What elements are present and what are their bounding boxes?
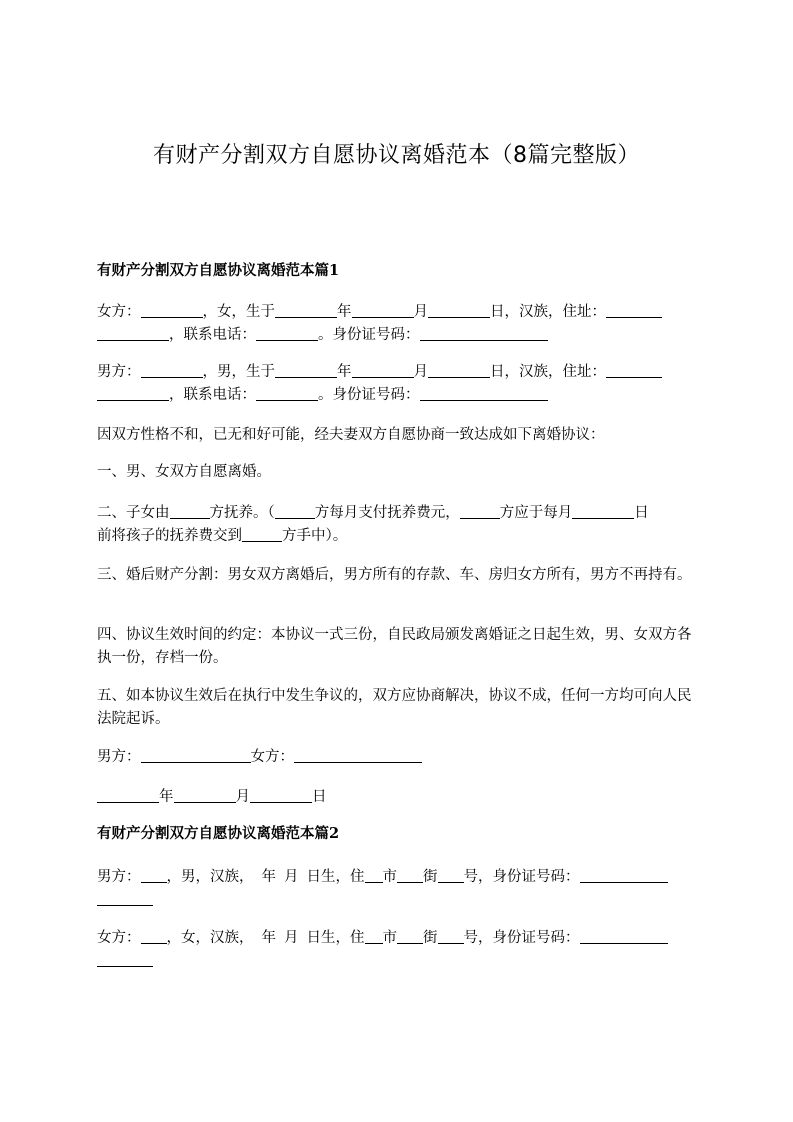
id-number-blank[interactable] <box>580 929 668 944</box>
male-name-blank[interactable] <box>141 868 167 883</box>
address-blank[interactable] <box>606 303 662 318</box>
payer-party-blank-2[interactable] <box>460 504 500 519</box>
date-line: 年 月 日 <box>97 786 697 809</box>
signature-line: 男方： 女方： <box>97 746 697 769</box>
id-number-blank-cont[interactable] <box>97 891 153 906</box>
number-blank[interactable] <box>438 868 464 883</box>
phone-blank[interactable] <box>256 386 318 401</box>
payment-day-blank[interactable] <box>572 504 634 519</box>
month-blank[interactable] <box>174 788 236 803</box>
female-name-blank[interactable] <box>141 929 167 944</box>
male-party-paragraph-2: 男方： ，男，汉族， 年 月 日生，住 市 街 号，身份证号码： <box>97 866 697 912</box>
clause-3: 三、婚后财产分割：男女双方离婚后，男方所有的存款、车、房归女方所有，男方不再持有。 <box>97 567 692 583</box>
birth-month-blank[interactable] <box>352 363 414 378</box>
address-blank-cont[interactable] <box>97 386 169 401</box>
street-blank[interactable] <box>397 929 423 944</box>
day-blank[interactable] <box>250 788 312 803</box>
clause-4: 四、协议生效时间的约定：本协议一式三份，自民政局颁发离婚证之日起生效，男、女双方各执一份，存档一份。 <box>97 627 692 666</box>
receiver-party-blank[interactable] <box>242 527 282 542</box>
page-title: 有财产分割双方自愿协议离婚范本（8篇完整版） <box>153 143 640 168</box>
id-number-blank[interactable] <box>420 326 548 341</box>
street-blank[interactable] <box>397 868 423 883</box>
birth-day-blank[interactable] <box>428 363 490 378</box>
female-party-paragraph: 女方： ，女，生于 年 月 日，汉族，住址： ，联系电话： 。身份证号码： <box>97 301 697 347</box>
birth-year-blank[interactable] <box>275 363 337 378</box>
phone-blank[interactable] <box>256 326 318 341</box>
female-signature-blank[interactable] <box>294 748 422 763</box>
city-blank[interactable] <box>365 868 383 883</box>
id-number-blank[interactable] <box>420 386 548 401</box>
male-signature-blank[interactable] <box>141 748 251 763</box>
birth-day-blank[interactable] <box>428 303 490 318</box>
section-heading-2: 有财产分割双方自愿协议离婚范本篇2 <box>97 825 340 842</box>
clause-2: 二、子女由 方抚养。（ 方每月支付抚养费元， 方应于每月 日 前将孩子的抚养费交到 方手中）。 <box>97 505 649 544</box>
male-name-blank[interactable] <box>141 363 203 378</box>
birth-month-blank[interactable] <box>352 303 414 318</box>
clause-1: 一、男、女双方自愿离婚。 <box>97 464 271 480</box>
custody-party-blank[interactable] <box>170 504 210 519</box>
address-blank-cont[interactable] <box>97 326 169 341</box>
year-blank[interactable] <box>97 788 159 803</box>
female-name-blank[interactable] <box>141 303 203 318</box>
payer-party-blank[interactable] <box>275 504 315 519</box>
female-party-paragraph-2: 女方： ，女，汉族， 年 月 日生，住 市 街 号，身份证号码： <box>97 927 697 973</box>
birth-year-blank[interactable] <box>275 303 337 318</box>
male-party-paragraph: 男方： ，男，生于 年 月 日，汉族，住址： ，联系电话： 。身份证号码： <box>97 361 697 407</box>
address-blank[interactable] <box>606 363 662 378</box>
id-number-blank-cont[interactable] <box>97 952 153 967</box>
clause-5: 五、如本协议生效后在执行中发生争议的，双方应协商解决，协议不成，任何一方均可向人民法院起诉。 <box>97 688 692 727</box>
section-heading-1: 有财产分割双方自愿协议离婚范本篇1 <box>97 262 340 279</box>
city-blank[interactable] <box>365 929 383 944</box>
intro-paragraph: 因双方性格不和，已无和好可能，经夫妻双方自愿协商一致达成如下离婚协议： <box>97 427 605 443</box>
id-number-blank[interactable] <box>580 868 668 883</box>
number-blank[interactable] <box>438 929 464 944</box>
